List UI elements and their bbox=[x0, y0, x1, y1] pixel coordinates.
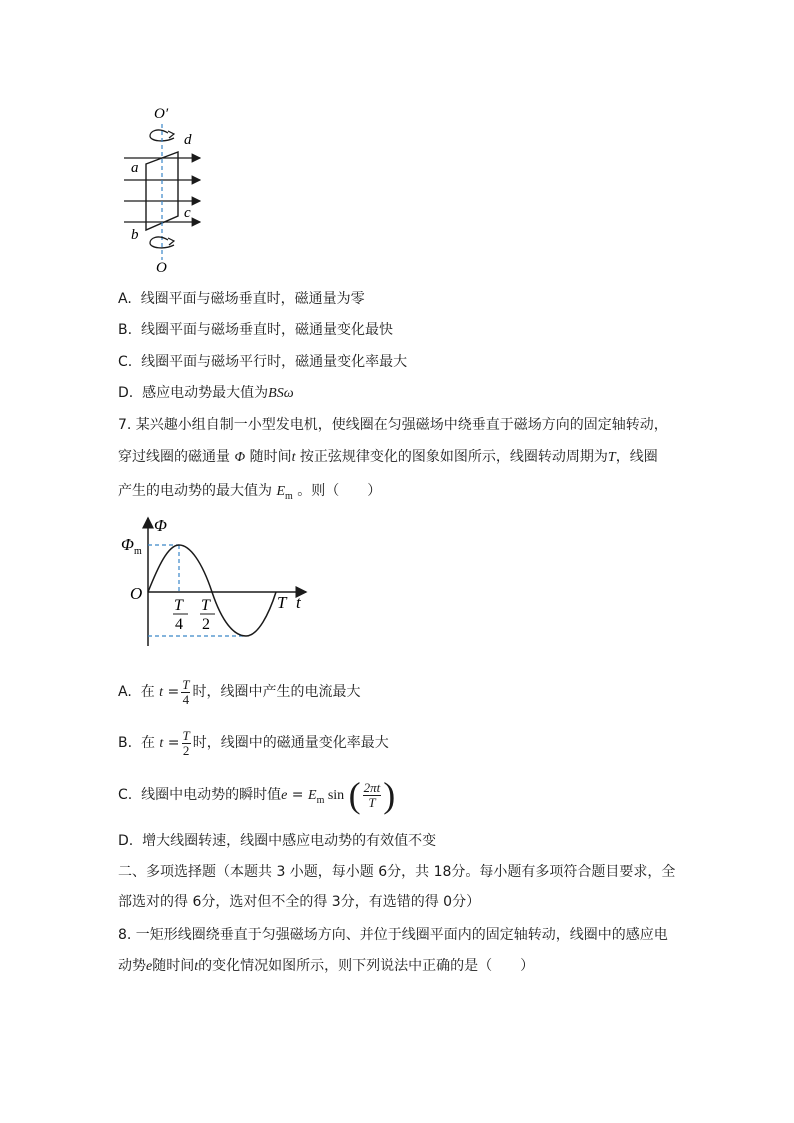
q7-option-a bbox=[118, 672, 360, 712]
flux-curve bbox=[148, 545, 276, 636]
t-symbol: t bbox=[159, 736, 164, 751]
option-prefix: C. bbox=[118, 354, 133, 370]
x-axis-label: t bbox=[296, 593, 301, 612]
option-prefix: C. bbox=[118, 787, 133, 803]
label-d: d bbox=[184, 132, 192, 148]
coil-diagram bbox=[112, 100, 212, 280]
option-formula: BSω bbox=[268, 386, 294, 401]
text: 的变化情况如图所示，则下列说法中正确的是（ ） bbox=[198, 958, 535, 974]
E-symbol: E bbox=[276, 484, 286, 499]
fraction-T-over-2 bbox=[182, 729, 191, 758]
option-prefix: B. bbox=[118, 322, 133, 338]
text: 在 bbox=[140, 684, 155, 700]
option-text: 增大线圈转速，线圈中感应电动势的有效值不变 bbox=[142, 833, 437, 849]
option-prefix: D. bbox=[118, 385, 134, 401]
e-symbol: e bbox=[146, 959, 153, 974]
q6-option-c bbox=[118, 352, 407, 372]
q6-option-a bbox=[118, 289, 365, 309]
numerator: T bbox=[182, 727, 190, 743]
denominator: T bbox=[368, 794, 376, 810]
t-symbol: t bbox=[159, 685, 164, 700]
T-symbol: T bbox=[607, 450, 616, 465]
q8-stem-line1: 8. 一矩形线圈绕垂直于匀强磁场方向、并位于线圈平面内的固定轴转动，线圈中的感应电 bbox=[118, 927, 668, 943]
t-symbol: t bbox=[194, 959, 199, 974]
origin-label: O bbox=[130, 584, 143, 603]
numerator: T bbox=[182, 676, 190, 692]
label-b: b bbox=[131, 227, 139, 243]
fraction-2pit-over-T bbox=[363, 781, 382, 810]
y-axis-label: Φ bbox=[154, 516, 167, 535]
phi-symbol: Φ bbox=[234, 450, 246, 465]
tick-quarter-num: T bbox=[174, 597, 183, 614]
text: 产生的电动势的最大值为 bbox=[118, 483, 272, 499]
q7-option-b bbox=[118, 723, 389, 763]
denominator: 4 bbox=[182, 691, 190, 707]
tick-half-den: 2 bbox=[202, 616, 210, 633]
option-prefix: B. bbox=[118, 735, 133, 751]
equals: = bbox=[163, 735, 180, 751]
text: 。则（ ） bbox=[297, 483, 382, 499]
flux-graph bbox=[116, 512, 316, 662]
m-subscript: m bbox=[285, 491, 293, 502]
option-text: 感应电动势最大值为 bbox=[142, 385, 269, 401]
label-o: O bbox=[156, 260, 167, 276]
option-text: 线圈平面与磁场垂直时，磁通量为零 bbox=[140, 291, 365, 307]
text: 动势 bbox=[118, 958, 146, 974]
denominator: 2 bbox=[182, 742, 190, 758]
m-subscript: m bbox=[316, 795, 325, 806]
q7-option-c bbox=[118, 773, 395, 817]
q8-stem-line2 bbox=[118, 956, 534, 977]
text: 时，线圈中产生的电流最大 bbox=[192, 684, 361, 700]
E-symbol: E bbox=[308, 788, 317, 803]
fraction-T-over-4 bbox=[181, 678, 190, 707]
text: 线圈中电动势的瞬时值 bbox=[141, 787, 282, 803]
option-text: 线圈平面与磁场平行时，磁通量变化率最大 bbox=[141, 354, 408, 370]
equals: = bbox=[287, 787, 308, 803]
section2-heading-line1: 二、多项选择题（本题共 3 小题，每小题 6分，共 18分。每小题有多项符合题目要求，全 bbox=[118, 864, 676, 880]
paren-close: ) bbox=[383, 775, 396, 815]
t-symbol: t bbox=[291, 450, 296, 465]
text: 随时间 bbox=[249, 449, 292, 465]
text: 在 bbox=[140, 735, 155, 751]
text: ，线圈 bbox=[615, 449, 658, 465]
label-a: a bbox=[131, 160, 139, 176]
text: 穿过线圈的磁通量 bbox=[118, 449, 230, 465]
text: 时，线圈中的磁通量变化率最大 bbox=[192, 735, 389, 751]
option-prefix: A. bbox=[118, 291, 132, 307]
q6-option-b bbox=[118, 320, 393, 340]
option-prefix: D. bbox=[118, 833, 134, 849]
tick-T-label: T bbox=[277, 593, 287, 612]
option-prefix: A. bbox=[118, 684, 132, 700]
q7-stem-line2 bbox=[118, 447, 658, 468]
tick-half-num: T bbox=[201, 597, 210, 614]
paren-open: ( bbox=[348, 775, 361, 815]
label-o-prime: O′ bbox=[154, 106, 169, 122]
text: 随时间 bbox=[152, 958, 195, 974]
e-symbol: e bbox=[281, 788, 288, 803]
option-text: 线圈平面与磁场垂直时，磁通量变化最快 bbox=[140, 322, 393, 338]
sin-text: sin bbox=[324, 788, 345, 803]
tick-quarter-den: 4 bbox=[175, 616, 183, 633]
section2-heading-line2: 部选对的得 6分，选对但不全的得 3分，有选错的得 0分） bbox=[118, 894, 481, 910]
q6-option-d bbox=[118, 383, 294, 404]
label-c: c bbox=[184, 205, 191, 221]
q7-stem-line3 bbox=[118, 481, 381, 507]
q7-option-d bbox=[118, 831, 436, 851]
q7-stem-line1: 7. 某兴趣小组自制一小型发电机，使线圈在匀强磁场中绕垂直于磁场方向的固定轴转动， bbox=[118, 417, 668, 433]
numerator: 2πt bbox=[363, 779, 381, 795]
text: 按正弦规律变化的图象如图所示，线圈转动周期为 bbox=[299, 449, 608, 465]
equals: = bbox=[163, 684, 180, 700]
phi-m-label: $\Phi_m$ bbox=[121, 535, 142, 557]
